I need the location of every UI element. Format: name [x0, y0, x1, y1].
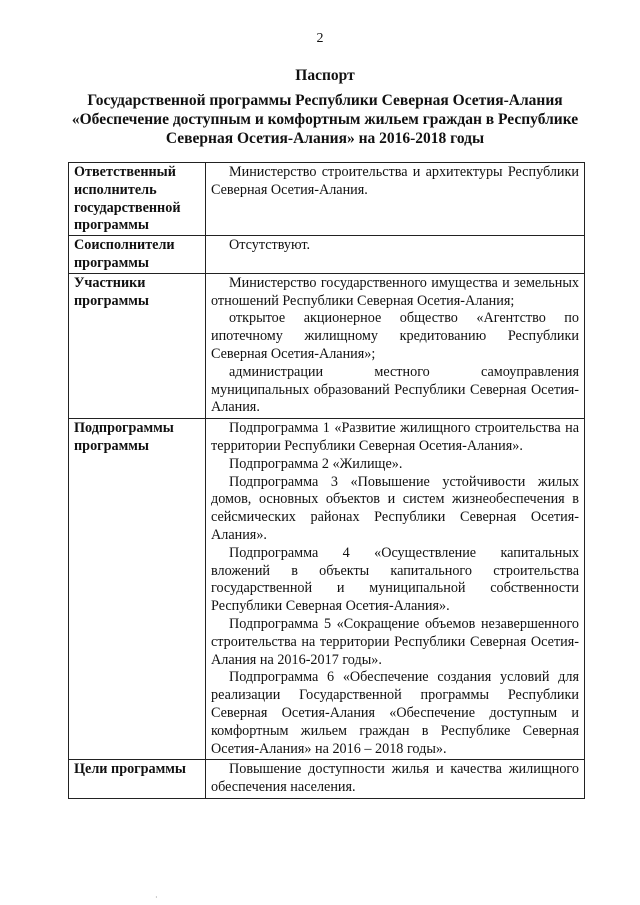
row-paragraph: Подпрограмма 6 «Обеспечение создания условий для реализации Государственной программы Республики Северная Осетия-Алания «Обеспечение доступным и комфортным жильем граждан в Республике Северная Осетия-Алания» на 2016 – 2018 годы».: [211, 669, 579, 757]
row-paragraph: Министерство строительства и архитектуры Республики Северная Осетия-Алания.: [211, 164, 579, 198]
title-subheading: Государственной программы Республики Северная Осетия-Алания «Обеспечение доступным и комфортным жильем граждан в Республике Северная Осетия-Алания» на 2016-2018 годы: [71, 92, 579, 147]
page-number: 2: [316, 31, 324, 46]
row-label: Соисполнители программы: [69, 236, 206, 274]
passport-table: [68, 162, 585, 799]
row-paragraph: Повышение доступности жилья и качества жилищного обеспечения населения.: [211, 761, 579, 796]
row-value: [206, 236, 585, 274]
row-paragraph: администрации местного самоуправления муниципальных образований Республики Северная Осетия-Алания.: [211, 363, 579, 416]
row-value: [206, 419, 585, 760]
row-paragraph: Подпрограмма 4 «Осуществление капитальных вложений в объекты капитального строительства государственной и муниципальной собственности Республики Северная Осетия-Алания».: [211, 544, 579, 615]
row-paragraph: Министерство государственного имущества и земельных отношений Республики Северная Осетия-Алания;: [211, 274, 579, 309]
document-title: [60, 66, 590, 148]
row-paragraph: открытое акционерное общество «Агентство по ипотечному жилищному кредитованию Республики Северная Осетия-Алания»;: [211, 310, 579, 362]
scan-speck: ·: [155, 893, 158, 902]
row-paragraph: Подпрограмма 5 «Сокращение объемов незавершенного строительства на территории Республики Северная Осетия-Алания на 2016-2017 годы».: [211, 615, 579, 668]
table-row-responsible-executor: [69, 163, 585, 236]
row-paragraph: Подпрограмма 3 «Повышение устойчивости жилых домов, основных объектов и систем жизнеобеспечения в сейсмических районах Республики Северная Осетия-Алания».: [211, 473, 579, 543]
table-row-subprograms: [69, 419, 585, 760]
row-paragraph: Подпрограмма 1 «Развитие жилищного строительства на территории Республики Северная Осетия-Алания».: [211, 420, 579, 454]
title-heading: Паспорт: [295, 67, 355, 84]
table-row-co-executors: [69, 236, 585, 274]
row-label: Участники программы: [69, 273, 206, 418]
row-label: Ответственный исполнитель государственной программы: [69, 163, 206, 236]
row-value: [206, 273, 585, 418]
row-value: [206, 163, 585, 236]
row-label: Подпрограммы программы: [69, 419, 206, 760]
row-paragraph: Отсутствуют.: [229, 237, 311, 254]
row-label: Цели программы: [69, 760, 206, 799]
row-paragraph: Подпрограмма 2 «Жилище».: [229, 455, 403, 472]
table-row-participants: [69, 273, 585, 418]
table-row-goals: [69, 760, 585, 799]
row-value: [206, 760, 585, 799]
